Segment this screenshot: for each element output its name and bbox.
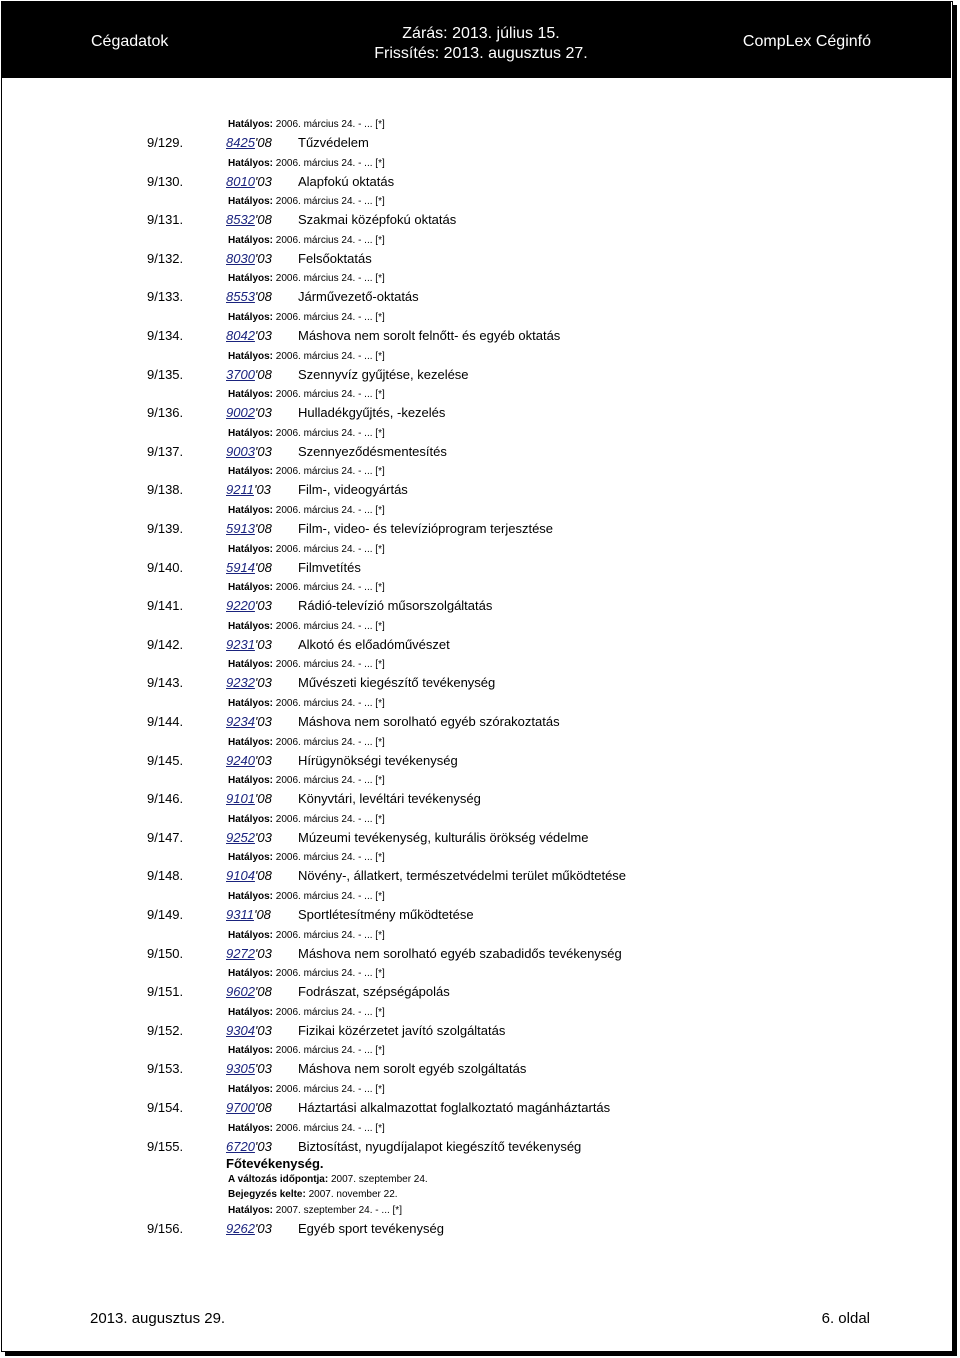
validity-line <box>228 351 385 362</box>
activity-code-link[interactable]: 9311 <box>226 907 254 922</box>
validity-line <box>228 1123 385 1134</box>
list-item <box>0 135 960 151</box>
entry-number: 9/135. <box>147 367 184 382</box>
list-item <box>0 598 960 614</box>
activity-code-link[interactable]: 9304 <box>226 1023 255 1038</box>
validity-label: Hatályos: <box>228 1045 274 1056</box>
entry-number: 9/140. <box>147 560 184 575</box>
validity-value: 2006. március 24. - ... [*] <box>275 312 385 323</box>
activity-description: Tűzvédelem <box>298 135 369 150</box>
validity-value: 2006. március 24. - ... [*] <box>275 930 385 941</box>
entry-number: 9/129. <box>147 135 184 150</box>
activity-code <box>226 521 272 536</box>
list-item <box>0 174 960 190</box>
validity-label: Hatályos: <box>228 389 274 400</box>
activity-description: Háztartási alkalmazottat foglalkoztató magánháztartás <box>298 1100 611 1115</box>
activity-description: Szennyvíz gyűjtése, kezelése <box>298 367 469 382</box>
activity-code-year: '03 <box>254 251 272 266</box>
activity-description: Szennyeződésmentesítés <box>298 444 447 459</box>
activity-code <box>226 637 272 652</box>
activity-code-year: '08 <box>254 1100 272 1115</box>
validity-label: Hatályos: <box>228 698 274 709</box>
activity-code-year: '03 <box>254 1139 272 1154</box>
list-item <box>0 367 960 383</box>
entry-number: 9/146. <box>147 791 184 806</box>
entry-number: 9/153. <box>147 1061 184 1076</box>
header-center <box>331 24 631 64</box>
entry-number: 9/136. <box>147 405 184 420</box>
validity-label: Hatályos: <box>228 158 274 169</box>
validity-value: 2006. március 24. - ... [*] <box>275 273 385 284</box>
validity-line <box>228 698 385 709</box>
validity-line <box>228 235 385 246</box>
activity-code-year: '08 <box>254 984 272 999</box>
validity-label: Hatályos: <box>228 930 274 941</box>
validity-value: 2006. március 24. - ... [*] <box>275 698 385 709</box>
validity-label: Hatályos: <box>228 1123 274 1134</box>
last-validity-label: Hatályos: <box>228 1205 274 1216</box>
activity-code <box>226 1023 272 1038</box>
activity-code <box>226 830 272 845</box>
list-item <box>0 1221 960 1237</box>
validity-line <box>228 814 385 825</box>
list-item <box>0 675 960 691</box>
activity-code-link[interactable]: 9272 <box>226 946 255 961</box>
validity-value: 2006. március 24. - ... [*] <box>275 582 385 593</box>
entry-number: 9/137. <box>147 444 184 459</box>
list-item <box>0 1023 960 1039</box>
activity-code-link[interactable]: 9211 <box>226 482 254 497</box>
validity-value: 2006. március 24. - ... [*] <box>275 659 385 670</box>
validity-value: 2006. március 24. - ... [*] <box>275 389 385 400</box>
activity-code-link[interactable]: 5914 <box>226 560 255 575</box>
registered-date-line <box>228 1189 398 1200</box>
validity-value: 2006. március 24. - ... [*] <box>275 891 385 902</box>
activity-code-link[interactable]: 9232 <box>226 675 255 690</box>
list-item <box>0 251 960 267</box>
registered-date-value: 2007. november 22. <box>308 1189 398 1200</box>
page-header <box>1 1 951 78</box>
entry-number: 9/156. <box>147 1221 184 1236</box>
validity-value: 2006. március 24. - ... [*] <box>275 235 385 246</box>
activity-code-year: '03 <box>254 1061 272 1076</box>
entry-number: 9/144. <box>147 714 184 729</box>
validity-value: 2006. március 24. - ... [*] <box>275 119 385 130</box>
validity-label: Hatályos: <box>228 351 274 362</box>
validity-line <box>228 312 385 323</box>
entry-number: 9/155. <box>147 1139 184 1154</box>
activity-code-year: '08 <box>254 289 272 304</box>
list-item <box>0 405 960 421</box>
registered-date-label: Bejegyzés kelte: <box>228 1189 306 1200</box>
entry-number: 9/143. <box>147 675 184 690</box>
validity-value: 2006. március 24. - ... [*] <box>275 1007 385 1018</box>
activity-description: Növény-, állatkert, természetvédelmi terület működtetése <box>298 868 627 883</box>
activity-code-year: '08 <box>253 907 271 922</box>
activity-code-year: '08 <box>254 212 272 227</box>
validity-line <box>228 273 385 284</box>
validity-line <box>228 158 385 169</box>
validity-value: 2006. március 24. - ... [*] <box>275 196 385 207</box>
activity-description: Filmvetítés <box>298 560 361 575</box>
activity-code-year: '03 <box>254 405 272 420</box>
activity-code-link[interactable]: 8030 <box>226 251 255 266</box>
list-item <box>0 328 960 344</box>
validity-line <box>228 544 385 555</box>
activity-code <box>226 328 272 343</box>
activity-code <box>226 367 272 382</box>
activity-code <box>226 289 272 304</box>
validity-label: Hatályos: <box>228 968 274 979</box>
activity-code <box>226 868 272 883</box>
validity-line <box>228 505 385 516</box>
validity-value: 2006. március 24. - ... [*] <box>275 1084 385 1095</box>
list-item <box>0 907 960 923</box>
activity-code-year: '03 <box>254 675 272 690</box>
validity-value: 2006. március 24. - ... [*] <box>275 351 385 362</box>
list-item <box>0 946 960 962</box>
validity-value: 2006. március 24. - ... [*] <box>275 466 385 477</box>
entry-number: 9/133. <box>147 289 184 304</box>
list-item <box>0 560 960 576</box>
validity-value: 2006. március 24. - ... [*] <box>275 775 385 786</box>
entry-number: 9/154. <box>147 1100 184 1115</box>
validity-line <box>228 891 385 902</box>
validity-value: 2006. március 24. - ... [*] <box>275 158 385 169</box>
activity-code <box>226 560 272 575</box>
validity-line <box>228 621 385 632</box>
activity-description: Film-, video- és televízióprogram terjesztése <box>298 521 554 536</box>
activity-code <box>226 984 272 999</box>
entry-number: 9/149. <box>147 907 184 922</box>
activity-code-year: '03 <box>254 637 272 652</box>
activity-code-year: '08 <box>254 791 272 806</box>
validity-label: Hatályos: <box>228 196 274 207</box>
activity-code <box>226 251 272 266</box>
activity-code-link[interactable]: 9002 <box>226 405 255 420</box>
activity-description: Járművezető-oktatás <box>298 289 419 304</box>
validity-line <box>228 1007 385 1018</box>
activity-description: Máshova nem sorolható egyéb szórakoztatás <box>298 714 560 729</box>
validity-value: 2006. március 24. - ... [*] <box>275 621 385 632</box>
validity-label: Hatályos: <box>228 621 274 632</box>
activity-code-year: '03 <box>254 946 272 961</box>
list-item <box>0 868 960 884</box>
last-validity-value: 2007. szeptember 24. - ... [*] <box>275 1205 402 1216</box>
validity-label: Hatályos: <box>228 891 274 902</box>
header-right-title: CompLex Céginfó <box>742 33 871 50</box>
validity-label: Hatályos: <box>228 235 274 246</box>
validity-value: 2006. március 24. - ... [*] <box>275 1123 385 1134</box>
validity-line <box>228 389 385 400</box>
list-item <box>0 830 960 846</box>
activity-code-year: '03 <box>254 1023 272 1038</box>
header-update-date: Frissítés: 2013. augusztus 27. <box>374 45 588 62</box>
list-item <box>0 791 960 807</box>
validity-value: 2006. március 24. - ... [*] <box>275 852 385 863</box>
entry-number: 9/131. <box>147 212 184 227</box>
validity-label: Hatályos: <box>228 737 274 748</box>
activity-code-link[interactable]: 6720 <box>226 1139 255 1154</box>
validity-label: Hatályos: <box>228 273 274 284</box>
activity-code-year: '08 <box>254 135 272 150</box>
activity-description: Sportlétesítmény működtetése <box>298 907 474 922</box>
activity-code <box>226 135 272 150</box>
validity-label: Hatályos: <box>228 852 274 863</box>
entry-number: 9/147. <box>147 830 184 845</box>
activity-description: Máshova nem sorolt felnőtt- és egyéb oktatás <box>298 328 561 343</box>
activity-description: Alapfokú oktatás <box>298 174 395 189</box>
activity-description: Hulladékgyűjtés, -kezelés <box>298 405 446 420</box>
activity-code <box>226 675 272 690</box>
last-validity-line <box>228 1205 402 1216</box>
activity-code <box>226 1139 272 1154</box>
activity-code-link[interactable]: 9101 <box>226 791 255 806</box>
activity-code-link[interactable]: 9252 <box>226 830 255 845</box>
entry-number: 9/151. <box>147 984 184 999</box>
validity-value: 2006. március 24. - ... [*] <box>275 814 385 825</box>
list-item <box>0 984 960 1000</box>
list-item <box>0 521 960 537</box>
activity-code-year: '03 <box>254 174 272 189</box>
activity-code-link[interactable]: 9240 <box>226 753 255 768</box>
activity-code-link[interactable]: 9104 <box>226 868 255 883</box>
entry-number: 9/141. <box>147 598 184 613</box>
validity-value: 2006. március 24. - ... [*] <box>275 428 385 439</box>
validity-label: Hatályos: <box>228 814 274 825</box>
list-item <box>0 1100 960 1116</box>
validity-line <box>228 1084 385 1095</box>
activity-code-year: '03 <box>254 753 272 768</box>
activity-code <box>226 482 271 497</box>
validity-label: Hatályos: <box>228 1084 274 1095</box>
activity-code <box>226 174 272 189</box>
validity-line <box>228 852 385 863</box>
footer-page-number: 6. oldal <box>821 1310 870 1327</box>
validity-label: Hatályos: <box>228 544 274 555</box>
entry-number: 9/150. <box>147 946 184 961</box>
activity-description: Felsőoktatás <box>298 251 372 266</box>
validity-label: Hatályos: <box>228 659 274 670</box>
activity-code-year: '08 <box>254 521 272 536</box>
activity-code-year: '03 <box>254 714 272 729</box>
change-date-line <box>228 1174 428 1185</box>
validity-label: Hatályos: <box>228 428 274 439</box>
activity-code <box>226 405 272 420</box>
activity-code-link[interactable]: 9231 <box>226 637 255 652</box>
activity-code-year: '03 <box>254 328 272 343</box>
validity-value: 2006. március 24. - ... [*] <box>275 1045 385 1056</box>
validity-label: Hatályos: <box>228 312 274 323</box>
main-activity-label: Főtevékenység. <box>226 1156 324 1171</box>
activity-code <box>226 598 272 613</box>
activity-code-year: '03 <box>254 1221 272 1236</box>
validity-label: Hatályos: <box>228 582 274 593</box>
list-item <box>0 444 960 460</box>
entry-number: 9/132. <box>147 251 184 266</box>
activity-code-link[interactable]: 8553 <box>226 289 255 304</box>
validity-line <box>228 119 385 130</box>
activity-code-link[interactable]: 8010 <box>226 174 255 189</box>
validity-line <box>228 466 385 477</box>
activity-code-year: '08 <box>254 560 272 575</box>
activity-description: Máshova nem sorolt egyéb szolgáltatás <box>298 1061 527 1076</box>
activity-code <box>226 212 272 227</box>
list-item <box>0 289 960 305</box>
entry-number: 9/139. <box>147 521 184 536</box>
activity-code-year: '03 <box>253 482 271 497</box>
activity-code <box>226 946 272 961</box>
footer-date: 2013. augusztus 29. <box>90 1310 226 1327</box>
entry-number: 9/142. <box>147 637 184 652</box>
activity-description: Film-, videogyártás <box>298 482 408 497</box>
activity-description: Fizikai közérzetet javító szolgáltatás <box>298 1023 506 1038</box>
entry-number: 9/148. <box>147 868 184 883</box>
validity-label: Hatályos: <box>228 1007 274 1018</box>
activity-code-link[interactable]: 9305 <box>226 1061 255 1076</box>
activity-code-link[interactable]: 8042 <box>226 328 255 343</box>
activity-code-year: '03 <box>254 444 272 459</box>
validity-value: 2006. március 24. - ... [*] <box>275 968 385 979</box>
change-date-value: 2007. szeptember 24. <box>330 1174 428 1185</box>
activity-code <box>226 714 272 729</box>
activity-code <box>226 907 271 922</box>
activity-code <box>226 753 272 768</box>
validity-value: 2006. március 24. - ... [*] <box>275 505 385 516</box>
validity-line <box>228 930 385 941</box>
validity-line <box>228 196 385 207</box>
entry-number: 9/152. <box>147 1023 184 1038</box>
activity-code-year: '08 <box>254 868 272 883</box>
activity-description: Alkotó és előadóművészet <box>298 637 450 652</box>
list-item <box>0 637 960 653</box>
activity-description: Művészeti kiegészítő tevékenység <box>298 675 496 690</box>
validity-label: Hatályos: <box>228 119 274 130</box>
activity-code-link[interactable]: 8532 <box>226 212 255 227</box>
activity-code-year: '03 <box>254 830 272 845</box>
validity-line <box>228 428 385 439</box>
activity-description: Rádió-televízió műsorszolgáltatás <box>298 598 493 613</box>
activity-code-link[interactable]: 3700 <box>226 367 255 382</box>
change-date-label: A változás időpontja: <box>228 1174 329 1185</box>
activity-code <box>226 1100 272 1115</box>
validity-value: 2006. március 24. - ... [*] <box>275 544 385 555</box>
activity-code-year: '08 <box>254 367 272 382</box>
list-item <box>0 1061 960 1077</box>
validity-line <box>228 968 385 979</box>
activity-code <box>226 791 272 806</box>
list-item <box>0 482 960 498</box>
activity-description: Szakmai középfokú oktatás <box>298 212 457 227</box>
activity-code-year: '03 <box>254 598 272 613</box>
list-item <box>0 212 960 228</box>
activity-description: Egyéb sport tevékenység <box>298 1221 444 1236</box>
activity-description: Könyvtári, levéltári tevékenység <box>298 791 481 806</box>
activity-code-link[interactable]: 9220 <box>226 598 255 613</box>
validity-label: Hatályos: <box>228 505 274 516</box>
activity-description: Biztosítást, nyugdíjalapot kiegészítő tevékenység <box>298 1139 582 1154</box>
validity-line <box>228 775 385 786</box>
activity-code-link[interactable]: 8425 <box>226 135 255 150</box>
validity-label: Hatályos: <box>228 466 274 477</box>
entry-number: 9/145. <box>147 753 184 768</box>
header-closing-date: Zárás: 2013. július 15. <box>402 25 560 42</box>
list-item <box>0 1139 960 1155</box>
activity-code-link[interactable]: 9700 <box>226 1100 255 1115</box>
validity-line <box>228 582 385 593</box>
activity-code-link[interactable]: 5913 <box>226 521 255 536</box>
entry-number: 9/134. <box>147 328 184 343</box>
activity-description: Múzeumi tevékenység, kulturális örökség védelme <box>298 830 589 845</box>
list-item <box>0 753 960 769</box>
validity-label: Hatályos: <box>228 775 274 786</box>
activity-code <box>226 444 272 459</box>
validity-value: 2006. március 24. - ... [*] <box>275 737 385 748</box>
activity-code-link[interactable]: 9602 <box>226 984 255 999</box>
activity-code-link[interactable]: 9003 <box>226 444 255 459</box>
activity-code-link[interactable]: 9234 <box>226 714 255 729</box>
activity-description: Máshova nem sorolható egyéb szabadidős tevékenység <box>298 946 622 961</box>
activity-description: Hírügynökségi tevékenység <box>298 753 458 768</box>
activity-code <box>226 1061 272 1076</box>
activity-code-link[interactable]: 9262 <box>226 1221 255 1236</box>
header-left-title: Cégadatok <box>91 33 169 50</box>
entry-number: 9/138. <box>147 482 184 497</box>
activity-description: Fodrászat, szépségápolás <box>298 984 450 999</box>
validity-line <box>228 659 385 670</box>
list-item <box>0 714 960 730</box>
validity-line <box>228 1045 385 1056</box>
validity-line <box>228 737 385 748</box>
entry-number: 9/130. <box>147 174 184 189</box>
activity-code <box>226 1221 272 1236</box>
